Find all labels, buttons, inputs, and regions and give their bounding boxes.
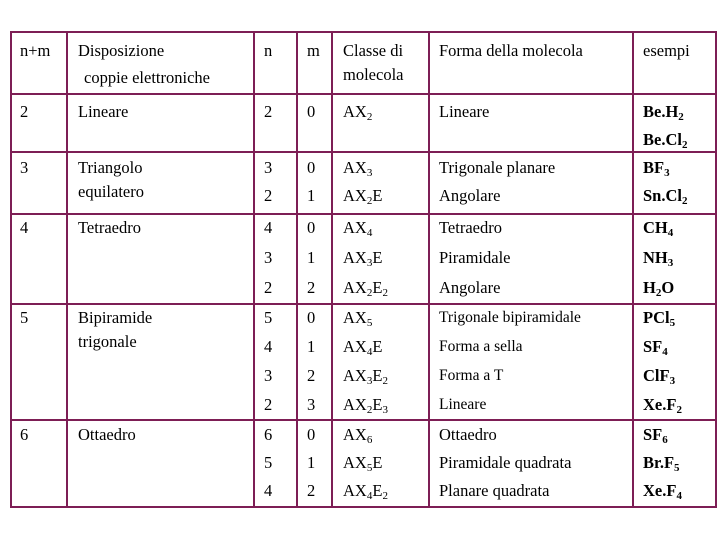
formula-text: SF (643, 337, 663, 356)
formula-subscript: 4 (676, 490, 682, 502)
formula-text: PCl (643, 308, 670, 327)
formula-text: AX (343, 248, 367, 267)
row-forma: Trigonale planare (439, 158, 556, 177)
formula-text: AX (343, 186, 367, 205)
header-n: n (264, 41, 273, 60)
row-nm: 5 (20, 308, 29, 327)
formula-text: BF (643, 158, 665, 177)
formula-text: E (372, 366, 383, 385)
row-m: 2 (307, 366, 316, 385)
formula-subscript: 3 (669, 375, 676, 387)
formula-text: Xe.F (643, 395, 677, 414)
row-esempio (643, 455, 680, 472)
row-divider (10, 93, 717, 95)
formula-text: AX (343, 481, 367, 500)
row-m: 2 (307, 481, 316, 500)
formula-subscript: 4 (366, 490, 373, 502)
formula-text: Xe.F (643, 481, 677, 500)
formula-text: NH (643, 248, 668, 267)
row-esempio (643, 188, 687, 205)
row-n: 5 (264, 308, 273, 327)
formula-text: E (372, 248, 383, 267)
row-n: 3 (264, 248, 273, 267)
formula-subscript: 2 (366, 111, 373, 123)
col-divider (253, 31, 255, 508)
row-m: 1 (307, 453, 316, 472)
row-esempio (643, 427, 668, 444)
col-divider (632, 31, 634, 508)
formula-text: E (372, 453, 383, 472)
row-esempio (643, 250, 673, 267)
col-divider (296, 31, 298, 508)
row-nm: 6 (20, 425, 29, 444)
row-forma: Forma a sella (439, 338, 523, 355)
formula-subscript: 6 (662, 434, 668, 446)
row-n: 5 (264, 453, 273, 472)
row-esempio (643, 310, 675, 327)
header-esempi: esempi (643, 41, 690, 60)
formula-text: E (372, 395, 383, 414)
row-forma: Trigonale bipiramidale (439, 309, 581, 326)
row-disposizione: Bipiramide (78, 308, 153, 327)
row-forma: Piramidale (439, 248, 511, 267)
row-forma: Ottaedro (439, 425, 497, 444)
row-classe (343, 483, 388, 500)
formula-subscript: 5 (674, 462, 680, 474)
row-classe (343, 188, 382, 205)
row-m: 3 (307, 395, 316, 414)
row-nm: 4 (20, 218, 29, 237)
row-forma: Planare quadrata (439, 481, 550, 500)
row-forma: Tetraedro (439, 218, 502, 237)
formula-text: AX (343, 366, 367, 385)
formula-text: AX (343, 337, 367, 356)
row-n: 2 (264, 186, 273, 205)
formula-subscript: 4 (662, 346, 668, 358)
formula-subscript: 5 (669, 317, 676, 329)
row-disposizione: Lineare (78, 102, 129, 121)
row-classe (343, 160, 372, 177)
row-disposizione: Ottaedro (78, 425, 136, 444)
row-classe (343, 310, 372, 327)
row-n: 2 (264, 395, 273, 414)
row-classe (343, 427, 372, 444)
header-disposizione: Disposizione (78, 41, 165, 60)
row-forma: Angolare (439, 186, 501, 205)
row-n: 3 (264, 158, 273, 177)
row-esempio (643, 397, 682, 414)
header-nm: n+m (20, 41, 51, 60)
row-esempio (643, 160, 670, 177)
formula-subscript: 2 (655, 287, 662, 299)
formula-subscript: 5 (366, 462, 373, 474)
row-m: 1 (307, 186, 316, 205)
row-m: 1 (307, 337, 316, 356)
row-forma: Forma a T (439, 367, 504, 384)
formula-text: Br.F (643, 453, 675, 472)
row-esempio (643, 220, 673, 237)
formula-subscript: 5 (366, 317, 373, 329)
formula-subscript: 4 (366, 346, 373, 358)
row-m: 0 (307, 158, 316, 177)
formula-subscript: 2 (681, 139, 688, 151)
formula-text: AX (343, 158, 367, 177)
row-classe (343, 455, 382, 472)
formula-subscript: 2 (366, 287, 373, 299)
row-esempio (643, 104, 684, 121)
row-disposizione: Tetraedro (78, 218, 141, 237)
row-n: 4 (264, 337, 273, 356)
row-n: 6 (264, 425, 273, 444)
formula-text: E (372, 278, 383, 297)
row-m: 0 (307, 102, 316, 121)
formula-subscript: 3 (366, 167, 373, 179)
row-n: 3 (264, 366, 273, 385)
col-divider (428, 31, 430, 508)
row-classe (343, 339, 382, 356)
formula-subscript: 2 (366, 195, 373, 207)
formula-text: AX (343, 425, 367, 444)
row-classe (343, 280, 388, 297)
formula-subscript: 2 (676, 404, 682, 416)
row-esempio (643, 280, 674, 297)
formula-text: O (661, 278, 675, 297)
row-divider (10, 151, 717, 153)
formula-text: E (372, 481, 383, 500)
row-nm: 2 (20, 102, 29, 121)
row-forma: Lineare (439, 102, 490, 121)
formula-text: CH (643, 218, 668, 237)
header-classe-di: Classe di (343, 41, 404, 60)
header-m: m (307, 41, 320, 60)
row-m: 0 (307, 425, 316, 444)
row-esempio (643, 132, 687, 149)
row-m: 0 (307, 308, 316, 327)
formula-subscript: 2 (366, 404, 373, 416)
formula-text: E (372, 337, 383, 356)
row-divider (10, 303, 717, 305)
formula-subscript: 4 (366, 227, 373, 239)
formula-subscript: 3 (366, 375, 373, 387)
formula-subscript: 4 (667, 227, 674, 239)
row-classe (343, 250, 382, 267)
row-classe (343, 220, 372, 237)
formula-subscript: 2 (382, 375, 388, 387)
formula-subscript: 2 (678, 111, 684, 123)
row-disposizione: equilatero (78, 182, 144, 201)
formula-text: Be.Cl (643, 130, 682, 149)
header-molecola: molecola (343, 65, 404, 84)
formula-subscript: 3 (366, 257, 373, 269)
formula-subscript: 6 (366, 434, 373, 446)
row-classe (343, 104, 372, 121)
row-m: 2 (307, 278, 316, 297)
formula-text: SF (643, 425, 663, 444)
row-classe (343, 397, 388, 414)
row-n: 2 (264, 278, 273, 297)
row-n: 2 (264, 102, 273, 121)
formula-subscript: 2 (382, 490, 388, 502)
row-nm: 3 (20, 158, 29, 177)
formula-text: H (643, 278, 656, 297)
row-disposizione: trigonale (78, 332, 137, 351)
row-disposizione: Triangolo (78, 158, 143, 177)
header-forma: Forma della molecola (439, 41, 583, 60)
col-divider (331, 31, 333, 508)
formula-text: ClF (643, 366, 670, 385)
formula-text: AX (343, 278, 367, 297)
row-divider (10, 419, 717, 421)
formula-text: AX (343, 218, 367, 237)
row-n: 4 (264, 481, 273, 500)
formula-text: AX (343, 102, 367, 121)
formula-text: AX (343, 308, 367, 327)
row-esempio (643, 483, 682, 500)
row-esempio (643, 339, 668, 356)
formula-subscript: 3 (382, 404, 388, 416)
formula-text: Sn.Cl (643, 186, 682, 205)
formula-text: E (372, 186, 383, 205)
row-forma: Angolare (439, 278, 501, 297)
formula-text: Be.H (643, 102, 679, 121)
row-forma: Piramidale quadrata (439, 453, 572, 472)
row-divider (10, 213, 717, 215)
formula-text: AX (343, 453, 367, 472)
formula-subscript: 3 (667, 257, 674, 269)
formula-text: AX (343, 395, 367, 414)
row-m: 1 (307, 248, 316, 267)
row-n: 4 (264, 218, 273, 237)
row-classe (343, 368, 388, 385)
formula-subscript: 3 (664, 167, 670, 179)
row-esempio (643, 368, 675, 385)
col-divider (66, 31, 68, 508)
row-forma: Lineare (439, 396, 487, 413)
row-m: 0 (307, 218, 316, 237)
formula-subscript: 2 (681, 195, 688, 207)
formula-subscript: 2 (382, 287, 388, 299)
header-coppie-elettroniche: coppie elettroniche (84, 68, 210, 87)
